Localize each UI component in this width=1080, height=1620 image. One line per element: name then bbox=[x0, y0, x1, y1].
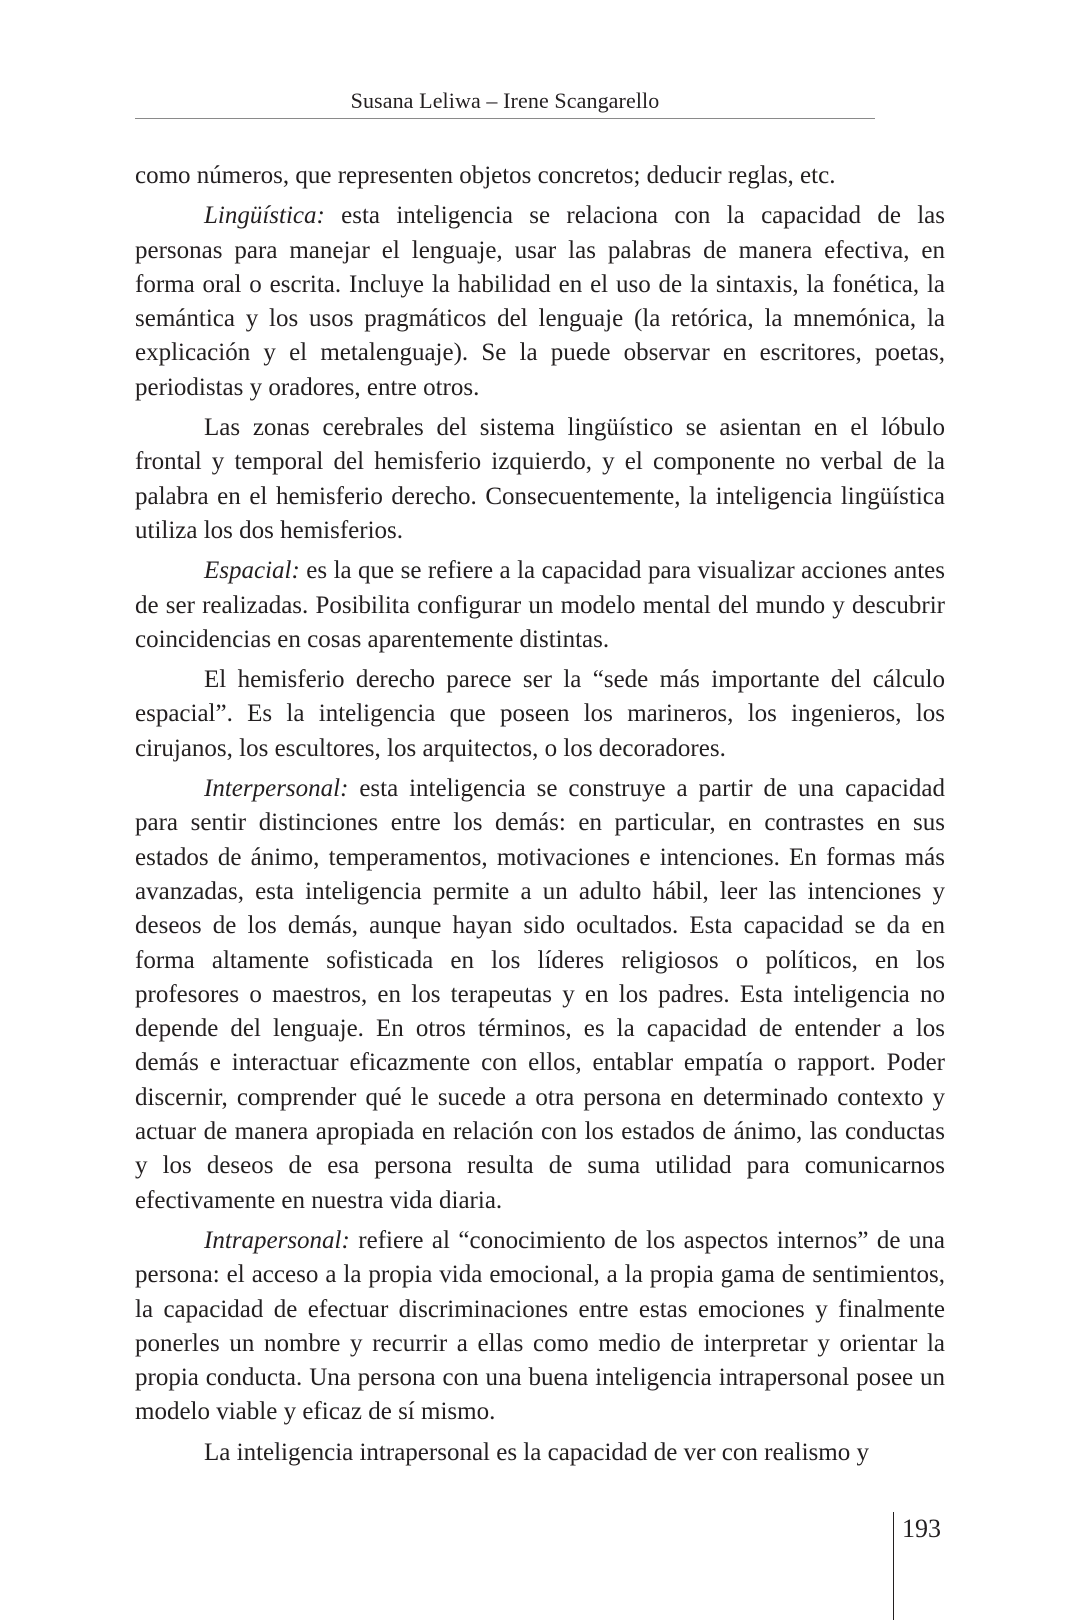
paragraph-intrapersonal-continued bbox=[135, 1436, 945, 1470]
term-linguistica: Lingüística: bbox=[204, 202, 325, 230]
paragraph-text: es la que se refiere a la capacidad para visualizar acciones antes de ser realizadas. Posibilita configurar un modelo mental del mundo y descubrir coincidencias en cosas aparentemente distintas. bbox=[135, 557, 945, 653]
paragraph-text: Las zonas cerebrales del sistema lingüístico se asientan en el lóbulo frontal y temporal del hemisferio izquierdo, y el componente no verbal de la palabra en el hemisferio derecho. Consecuentemente, la inteligencia lingüística utiliza los dos hemisferios. bbox=[135, 414, 945, 544]
term-interpersonal: Interpersonal: bbox=[204, 775, 349, 803]
paragraph-text: refiere al “conocimiento de los aspectos internos” de una persona: el acceso a la propia vida emocional, a la propia gama de sentimientos, la capacidad de efectuar discriminaciones entre estas emociones y finalmente ponerles un nombre y recurrir a ellas como medio de interpretar y orientar la propia conducta. Una persona con una buena inteligencia intrapersonal posee un modelo viable y eficaz de sí mismo. bbox=[135, 1226, 945, 1426]
term-espacial: Espacial: bbox=[204, 557, 300, 585]
paragraph-linguistica bbox=[135, 199, 945, 405]
paragraph-intrapersonal bbox=[135, 1224, 945, 1430]
running-head: Susana Leliwa – Irene Scangarello bbox=[350, 88, 660, 113]
footer-rule bbox=[893, 1512, 894, 1620]
paragraph-text: esta inteligencia se relaciona con la capacidad de las personas para manejar el lenguaje, usar las palabras de manera efectiva, en forma oral o escrita. Incluye la habilidad en el uso de la sintaxis, la fonética, la semántica y los usos pragmáticos del lenguaje (la retórica, la mnemónica, la explicación y el metalenguaje). Se la puede observar en escritores, poetas, periodistas y oradores, entre otros. bbox=[135, 202, 945, 401]
paragraph-text: esta inteligencia se construye a partir de una capacidad para sentir distinciones entre los demás: en particular, en contrastes en sus estados de ánimo, temperamentos, motivaciones e intenciones. En formas más avanzadas, esta inteligencia permite a un adulto hábil, leer las intenciones y deseos de los demás, aunque hayan sido ocultados. Esta capacidad se da en forma altamente sofisticada en los líderes religiosos o políticos, en los profesores o maestros, en los terapeutas y en los padres. Esta inteligencia no depende del lenguaje. En otros términos, es la capacidad de entender a los demás e interactuar eficazmente con ellos, entablar empatía o rapport. Poder discernir, comprender qué le sucede a otra persona en determinado contexto y actuar de manera apropiada en relación con los estados de ánimo, las conductas y los deseos de esa persona resulta de suma utilidad para comunicarnos efectivamente en nuestra vida diaria. bbox=[135, 775, 945, 1214]
body-text bbox=[135, 159, 945, 1476]
paragraph-hemisferio-derecho bbox=[135, 663, 945, 766]
paragraph-continuation bbox=[135, 159, 945, 193]
paragraph-text: La inteligencia intrapersonal es la capacidad de ver con realismo y bbox=[204, 1438, 869, 1466]
header-rule bbox=[135, 118, 875, 119]
term-intrapersonal: Intrapersonal: bbox=[204, 1226, 350, 1254]
paragraph-text: como números, que representen objetos concretos; deducir reglas, etc. bbox=[135, 162, 836, 189]
paragraph-interpersonal bbox=[135, 772, 945, 1218]
page-number: 193 bbox=[902, 1514, 941, 1543]
paragraph-text: El hemisferio derecho parece ser la “sede más importante del cálculo espacial”. Es la inteligencia que poseen los marineros, los ingenieros, los cirujanos, los escultores, los arquitectos, o los decoradores. bbox=[135, 666, 945, 762]
paragraph-espacial bbox=[135, 554, 945, 657]
paragraph-zonas-cerebrales bbox=[135, 411, 945, 548]
